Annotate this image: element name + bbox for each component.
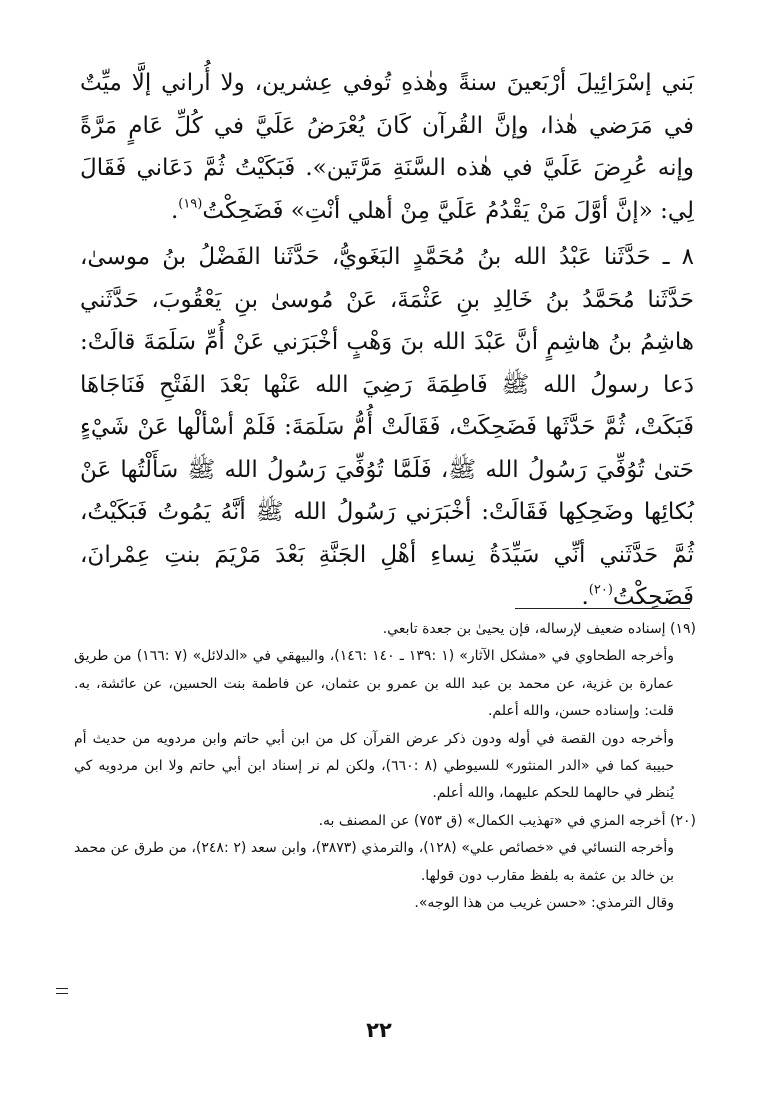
continuation-mark [56, 988, 68, 994]
footnote-20-tirmidhi: وقال الترمذي: «حسن غريب من هذا الوجه». [414, 895, 674, 912]
footnote-19-additional: وأخرجه دون القصة في أوله ودون ذكر عرض القرآن كل من ابن أبي حاتم وابن مردويه من حديث أم حبيبة كما في «الدر المنثور» للسيوطي (٨ :٦٦٠)، ولكن لم نر إسناد ابن أبي حاتم ولا ابن مردويه كي يُنظر في حالهما للحكم عليهما، والله أعلم. [74, 730, 674, 802]
paragraph-end-mark: . [170, 197, 179, 224]
footnote-ref-19: (١٩) [178, 196, 203, 212]
paragraph-hadith-7-end [80, 62, 694, 232]
page-number: ٢٢ [366, 1018, 392, 1042]
footnote-19-takhrij: وأخرجه الطحاوي في «مشكل الآثار» (١ :١٣٩ ـ ١٤٠ :١٤٦)، والبيهقي في «الدلائل» (٧ :١٦٦) من طريق عمارة بن غزية، عن محمد بن عبد الله بن عمرو بن عثمان، عن فاطمة بنت الحسين، عن عائشة، به. قلت: وإسناده حسن، والله أعلم. [74, 648, 674, 720]
footnote-20-takhrij: وأخرجه النسائي في «خصائص علي» (١٢٨)، والترمذي (٣٨٧٣)، وابن سعد (٢ :٢٤٨)، من طرق عن محمد بن خالد بن عثمة به بلفظ مقارب دون قولها. [74, 840, 674, 884]
footnotes [74, 616, 696, 917]
main-text [80, 62, 694, 619]
paragraph-hadith-8 [80, 236, 694, 619]
paragraph-end-mark: . [581, 584, 589, 610]
paragraph-text: ٨ ـ حَدَّثَنا عَبْدُ الله بنُ مُحَمَّدٍ البَغَويُّ، حَدَّثَنا الفَضْلُ بنُ موسىٰ، حَدَّثَنا مُحَمَّدُ بنُ خَالِدِ بنِ عَثْمَةَ، عَنْ مُوسىٰ بنِ يَعْقُوبَ، حَدَّثَني هاشِمُ بنُ هاشِمٍ أنَّ عَبْدَ الله بنَ وَهْبٍ أخْبَرَني عَنْ أُمِّ سَلَمَةَ قالَتْ: دَعا رسولُ الله ﷺ فَاطِمَةَ رَضِيَ الله عَنْها بَعْدَ الفَتْحِ فَنَاجَاهَا فَبَكَتْ، ثُمَّ حَدَّثَها فَضَحِكَتْ، فَقَالَتْ أُمُّ سَلَمَةَ: فَلَمْ أسْألْها عَنْ شَيْءٍ حَتىٰ تُوُفِّيَ رَسُولُ الله ﷺ، فَلَمَّا تُوُفِّيَ رَسُولُ الله ﷺ سَأَلْتُها عَنْ بُكائِها وضَحِكِها فَقَالَتْ: أخْبَرَني رَسُولُ الله ﷺ أنَّهُ يَمُوتُ فَبَكَيْتُ، ثُمَّ حَدَّثَني أنِّي سَيِّدَةُ نِساءِ أهْلِ الجَنَّةِ بَعْدَ مَرْيَمَ بنتِ عِمْرانَ، فَضَحِكْتُ [80, 244, 694, 610]
footnote-ref-20: (٢٠) [588, 582, 613, 598]
footnote-19: (١٩) إسناده ضعيف لإرساله، فإن يحيىٰ بن جعدة تابعي. [382, 621, 696, 637]
footnote-20: (٢٠) أخرجه المزي في «تهذيب الكمال» (ق ٧٥٣) عن المصنف به. [318, 812, 696, 829]
footnote-separator [515, 608, 690, 609]
paragraph-text: بَني إسْرَائِيلَ أرْبَعينَ سنةً وهٰذهِ تُوفي عِشرين، ولا أُراني إلَّا ميِّتٌ في مَرَضي هٰذا، وإنَّ القُرآن كَانَ يُعْرَضُ عَلَيَّ في كُلِّ عَامٍ مَرَّةً وإنه عُرِضَ عَلَيَّ في هٰذه السَّنَةِ مَرَّتَين». فَبَكَيْتُ ثُمَّ دَعَاني فَقَالَ لِي: «إنَّ أوَّلَ مَنْ يَقْدُمُ عَلَيَّ مِنْ أهلي أنْتِ» فَضَحِكْتُ [80, 70, 694, 224]
